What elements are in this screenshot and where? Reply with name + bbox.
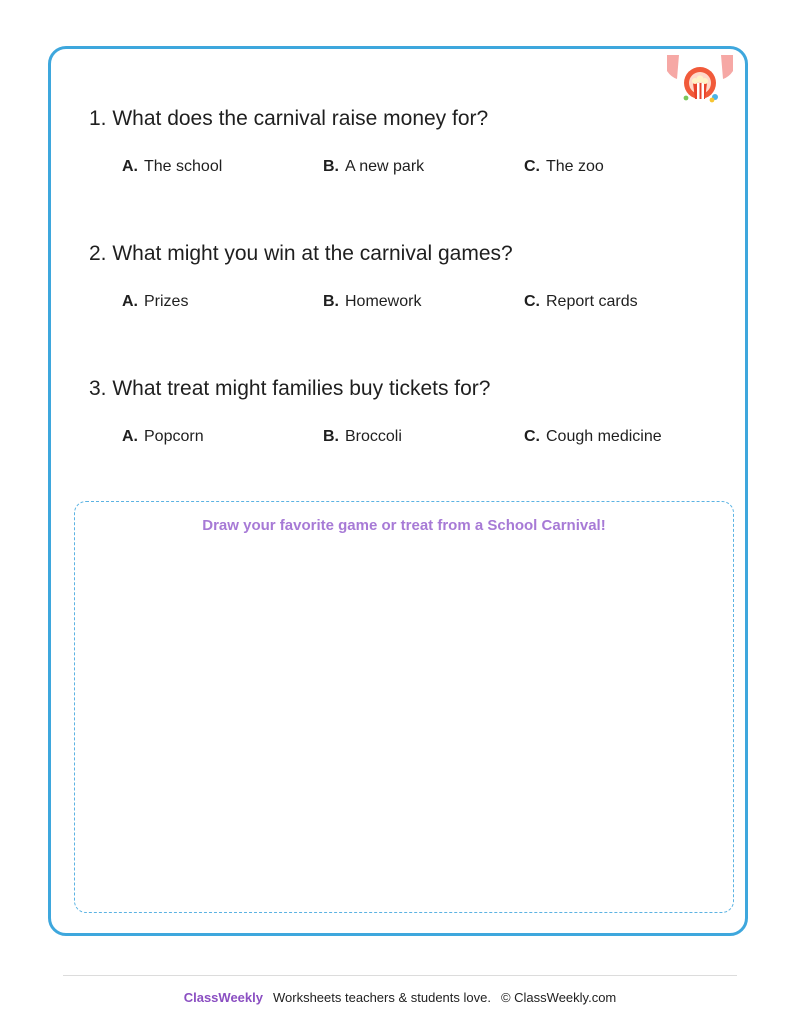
carnival-popcorn-icon (665, 53, 735, 105)
footer-brand: ClassWeekly (183, 990, 263, 1005)
option-letter: C. (524, 293, 540, 310)
option-b[interactable] (323, 292, 421, 312)
option-b[interactable] (323, 427, 402, 447)
footer-copyright: © ClassWeekly.com (500, 990, 617, 1005)
option-c[interactable] (524, 157, 604, 177)
question-1 (89, 106, 709, 181)
option-text: Broccoli (345, 428, 402, 445)
footer (0, 990, 800, 1005)
question-text: 3. What treat might families buy tickets for? (89, 377, 491, 400)
option-letter: A. (122, 428, 138, 445)
option-c[interactable] (524, 292, 638, 312)
answer-options (89, 292, 709, 316)
option-c[interactable] (524, 427, 662, 447)
option-letter: B. (323, 158, 339, 175)
answer-options (89, 427, 709, 451)
option-letter: C. (524, 428, 540, 445)
answer-options (89, 157, 709, 181)
drawing-prompt: Draw your favorite game or treat from a School Carnival! (202, 517, 606, 534)
option-letter: B. (323, 428, 339, 445)
question-text: 2. What might you win at the carnival games? (89, 242, 513, 265)
footer-divider (63, 975, 737, 976)
option-text: The zoo (546, 158, 604, 175)
option-letter: A. (122, 158, 138, 175)
option-letter: A. (122, 293, 138, 310)
option-text: A new park (345, 158, 425, 175)
option-text: Prizes (144, 293, 189, 310)
option-text: Popcorn (144, 428, 204, 445)
option-text: Report cards (546, 293, 638, 310)
option-text: The school (144, 158, 223, 175)
option-a[interactable] (122, 157, 222, 177)
option-text: Homework (345, 293, 422, 310)
option-a[interactable] (122, 427, 204, 447)
option-letter: B. (323, 293, 339, 310)
worksheet-frame (48, 46, 748, 936)
option-b[interactable] (323, 157, 424, 177)
drawing-area[interactable] (74, 501, 734, 913)
question-2 (89, 241, 709, 316)
footer-tagline: Worksheets teachers & students love. (272, 990, 491, 1005)
question-text: 1. What does the carnival raise money for? (89, 107, 489, 130)
option-a[interactable] (122, 292, 188, 312)
question-3 (89, 376, 709, 451)
option-letter: C. (524, 158, 540, 175)
option-text: Cough medicine (546, 428, 662, 445)
